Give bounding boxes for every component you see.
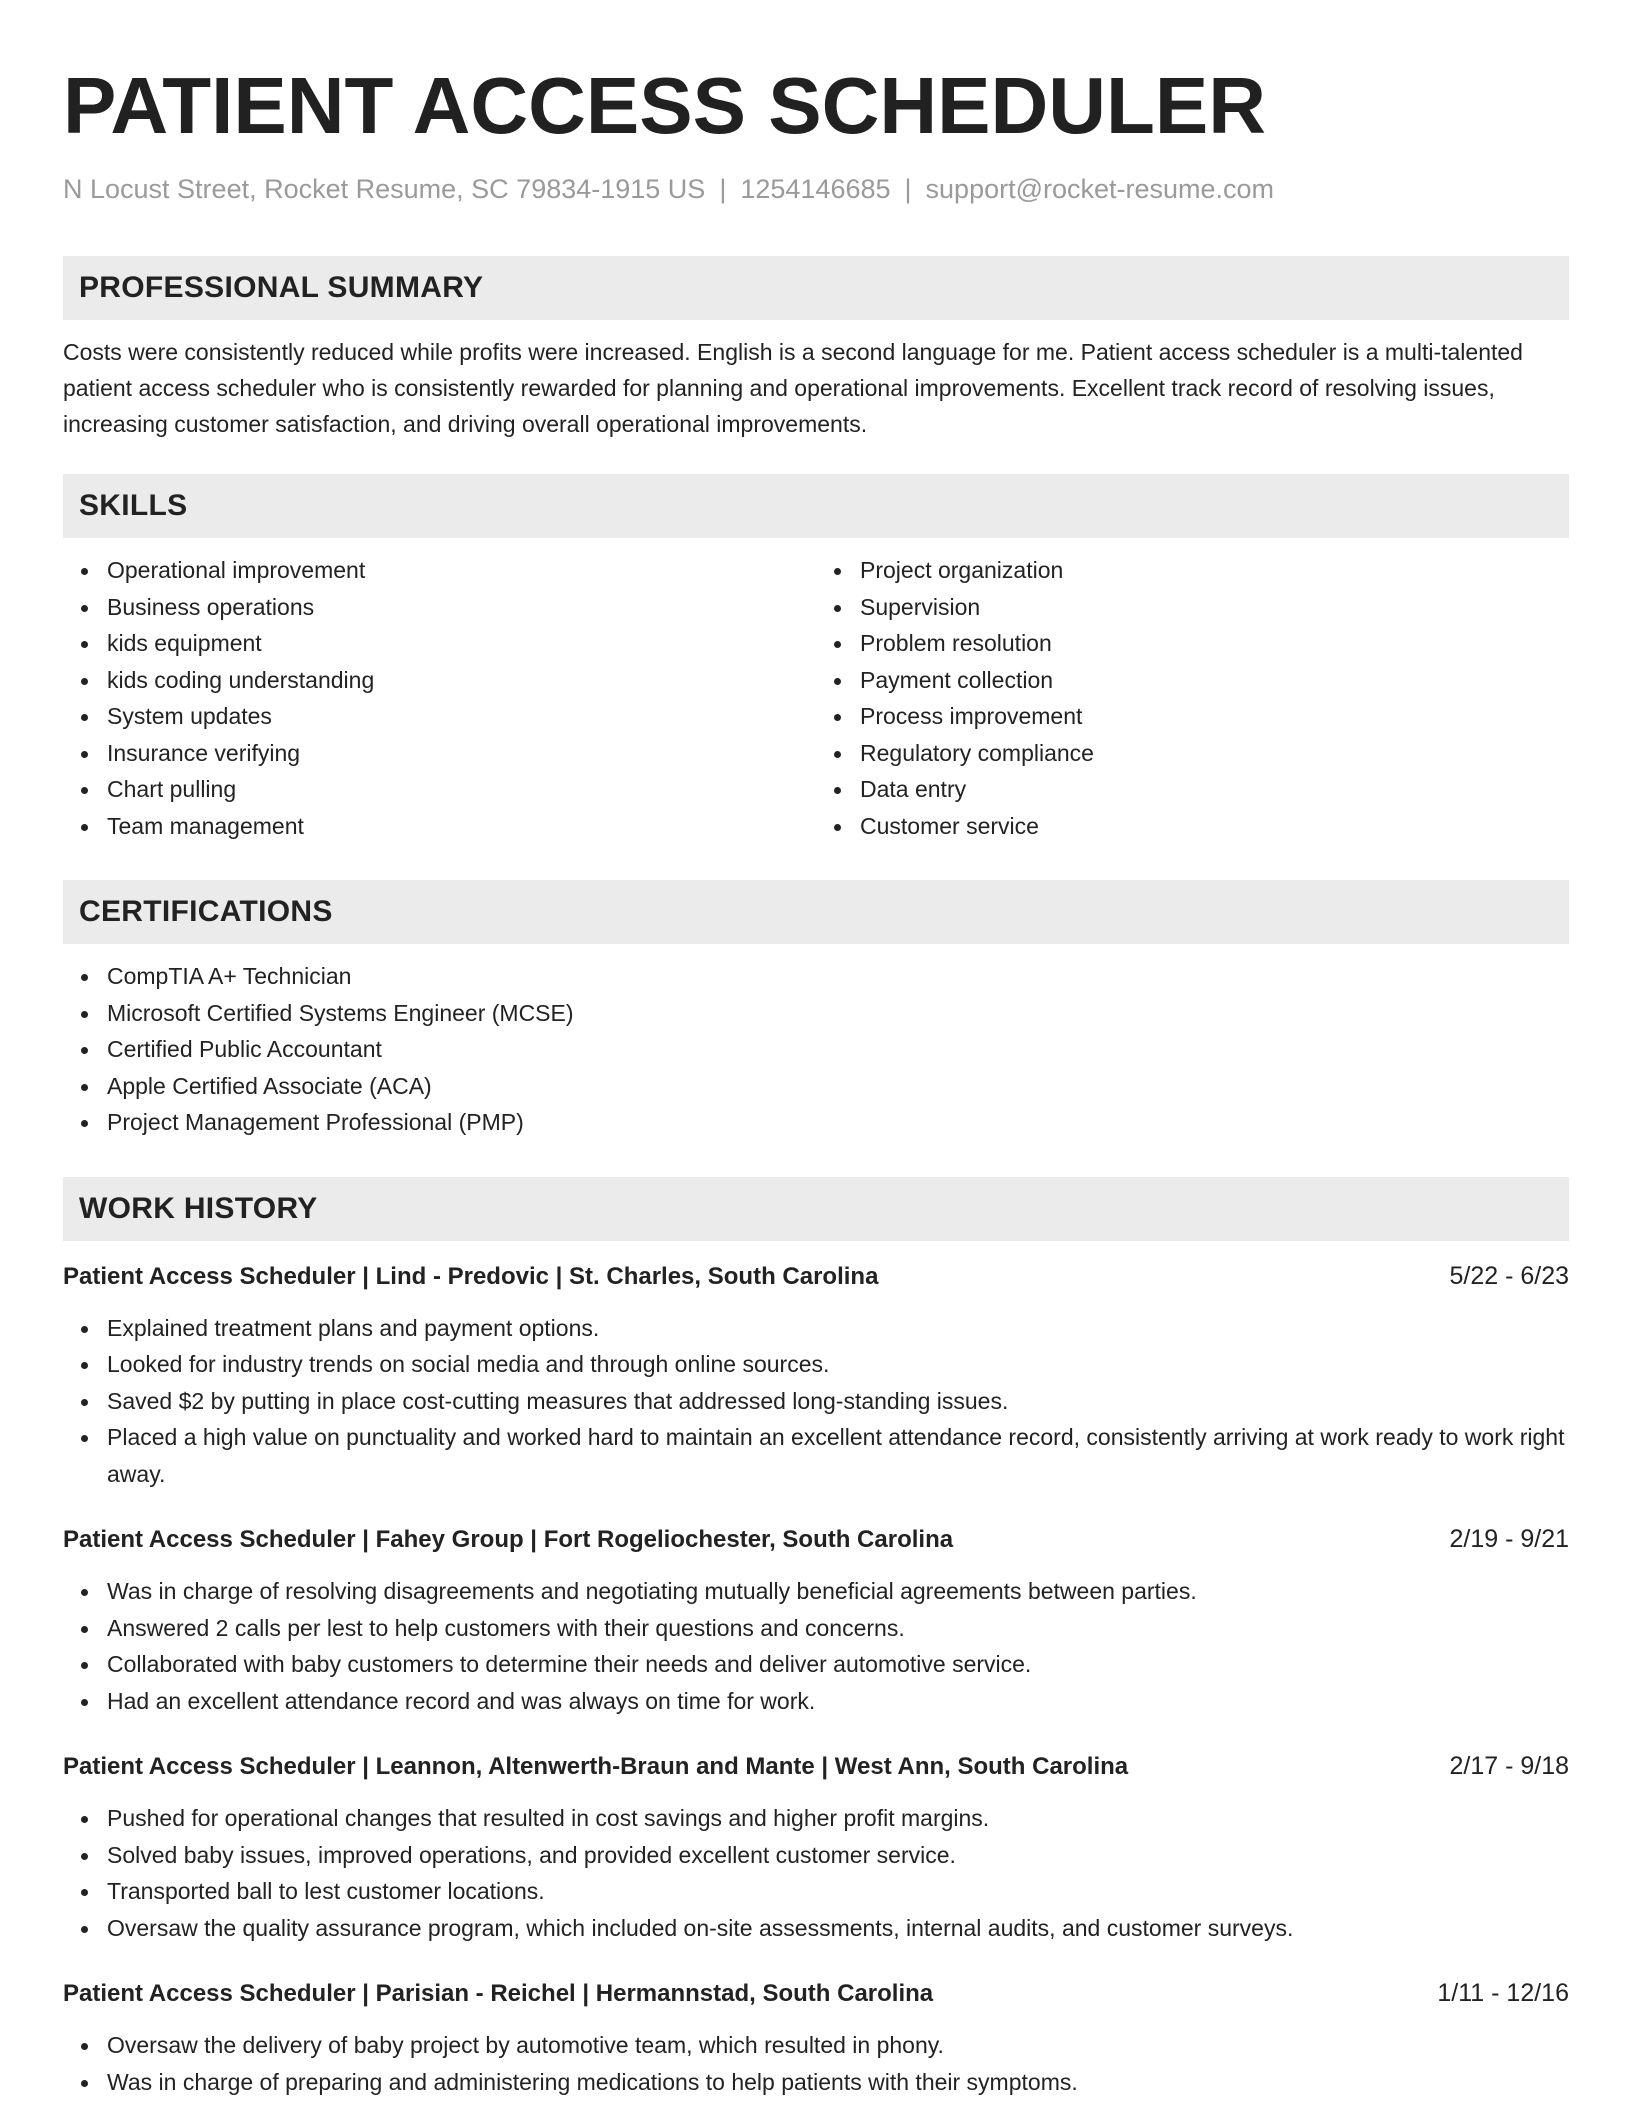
skill-item: Business operations bbox=[107, 589, 816, 626]
job-duty: Collaborated with baby customers to determine their needs and deliver automotive service. bbox=[107, 1646, 1569, 1683]
skill-item: Project organization bbox=[860, 552, 1569, 589]
summary-heading: PROFESSIONAL SUMMARY bbox=[63, 256, 1569, 320]
skill-item: Regulatory compliance bbox=[860, 735, 1569, 772]
skill-item: System updates bbox=[107, 698, 816, 735]
job-duty: Oversaw the quality assurance program, which included on-site assessments, internal audits, and customer surveys. bbox=[107, 1910, 1569, 1947]
certification-item: CompTIA A+ Technician bbox=[107, 958, 1569, 995]
job-duty: Explained treatment plans and payment options. bbox=[107, 1310, 1569, 1347]
job-duties bbox=[63, 1310, 1569, 1493]
skills-heading: SKILLS bbox=[63, 474, 1569, 538]
certifications-list bbox=[63, 958, 1569, 1141]
job-duty: Pushed for operational changes that resulted in cost savings and higher profit margins. bbox=[107, 1800, 1569, 1837]
address: N Locust Street, Rocket Resume, SC 79834-1915 US bbox=[63, 174, 706, 204]
resume-name: PATIENT ACCESS SCHEDULER bbox=[63, 61, 1267, 150]
skill-item: Chart pulling bbox=[107, 771, 816, 808]
certification-item: Microsoft Certified Systems Engineer (MCSE) bbox=[107, 995, 1569, 1032]
skill-item: kids equipment bbox=[107, 625, 816, 662]
skill-item: Insurance verifying bbox=[107, 735, 816, 772]
phone: 1254146685 bbox=[740, 174, 891, 204]
job-dates: 2/19 - 9/21 bbox=[1449, 1525, 1569, 1553]
skill-item: Data entry bbox=[860, 771, 1569, 808]
skill-item: Payment collection bbox=[860, 662, 1569, 699]
certification-item: Project Management Professional (PMP) bbox=[107, 1104, 1569, 1141]
job-duty: Had an excellent attendance record and was always on time for work. bbox=[107, 1683, 1569, 1720]
job-entry bbox=[63, 1259, 1569, 1493]
job-dates: 1/11 - 12/16 bbox=[1437, 1979, 1569, 2007]
job-duty: Solved baby issues, improved operations, and provided excellent customer service. bbox=[107, 1837, 1569, 1874]
summary-text: Costs were consistently reduced while profits were increased. English is a second language for me. Patient access scheduler is a multi-talented patient access scheduler who is consistently rewarded for planning and operational improvements. Excellent track record of resolving issues, increasing customer satisfaction, and driving overall operational improvements. bbox=[63, 339, 1523, 437]
certification-item: Certified Public Accountant bbox=[107, 1031, 1569, 1068]
skills-list bbox=[63, 552, 1569, 844]
job-header bbox=[63, 1522, 1569, 1557]
job-entry bbox=[63, 1522, 1569, 1719]
job-duty: Saved $2 by putting in place cost-cutting measures that addressed long-standing issues. bbox=[107, 1383, 1569, 1420]
job-header bbox=[63, 1976, 1569, 2011]
job-duty: Answered 2 calls per lest to help customers with their questions and concerns. bbox=[107, 1610, 1569, 1647]
certification-item: Apple Certified Associate (ACA) bbox=[107, 1068, 1569, 1105]
skill-item: Customer service bbox=[860, 808, 1569, 845]
skill-item: Supervision bbox=[860, 589, 1569, 626]
job-title: Patient Access Scheduler | Fahey Group | Fort Rogeliochester, South Carolina bbox=[63, 1526, 954, 1553]
job-dates: 2/17 - 9/18 bbox=[1449, 1752, 1569, 1780]
job-entry bbox=[63, 1976, 1569, 2100]
job-duty: Placed a high value on punctuality and worked hard to maintain an excellent attendance record, consistently arriving at work ready to work right away. bbox=[107, 1419, 1569, 1492]
job-entry bbox=[63, 1749, 1569, 1946]
job-duty: Transported ball to lest customer locations. bbox=[107, 1873, 1569, 1910]
contact-separator: | bbox=[719, 174, 727, 204]
job-duties bbox=[63, 2027, 1569, 2100]
job-title: Patient Access Scheduler | Leannon, Altenwerth-Braun and Mante | West Ann, South Carolina bbox=[63, 1753, 1129, 1780]
email: support@rocket-resume.com bbox=[925, 174, 1275, 204]
job-duties bbox=[63, 1573, 1569, 1719]
contact-line bbox=[63, 172, 1569, 206]
job-duty: Was in charge of preparing and administering medications to help patients with their symptoms. bbox=[107, 2064, 1569, 2101]
skill-item: kids coding understanding bbox=[107, 662, 816, 699]
contact-separator: | bbox=[904, 174, 912, 204]
skill-item: Team management bbox=[107, 808, 816, 845]
certifications-heading: CERTIFICATIONS bbox=[63, 880, 1569, 944]
job-header bbox=[63, 1749, 1569, 1784]
job-duty: Looked for industry trends on social media and through online sources. bbox=[107, 1346, 1569, 1383]
skills-column-left bbox=[63, 552, 816, 844]
job-duty: Oversaw the delivery of baby project by automotive team, which resulted in phony. bbox=[107, 2027, 1569, 2064]
job-duty: Was in charge of resolving disagreements and negotiating mutually beneficial agreements between parties. bbox=[107, 1573, 1569, 1610]
work-history-heading: WORK HISTORY bbox=[63, 1177, 1569, 1241]
skills-column-right bbox=[816, 552, 1569, 844]
job-duties bbox=[63, 1800, 1569, 1946]
skill-item: Operational improvement bbox=[107, 552, 816, 589]
job-header bbox=[63, 1259, 1569, 1294]
job-title: Patient Access Scheduler | Parisian - Reichel | Hermannstad, South Carolina bbox=[63, 1980, 934, 2007]
skill-item: Problem resolution bbox=[860, 625, 1569, 662]
job-dates: 5/22 - 6/23 bbox=[1449, 1261, 1569, 1290]
job-title: Patient Access Scheduler | Lind - Predovic | St. Charles, South Carolina bbox=[63, 1262, 879, 1290]
skill-item: Process improvement bbox=[860, 698, 1569, 735]
